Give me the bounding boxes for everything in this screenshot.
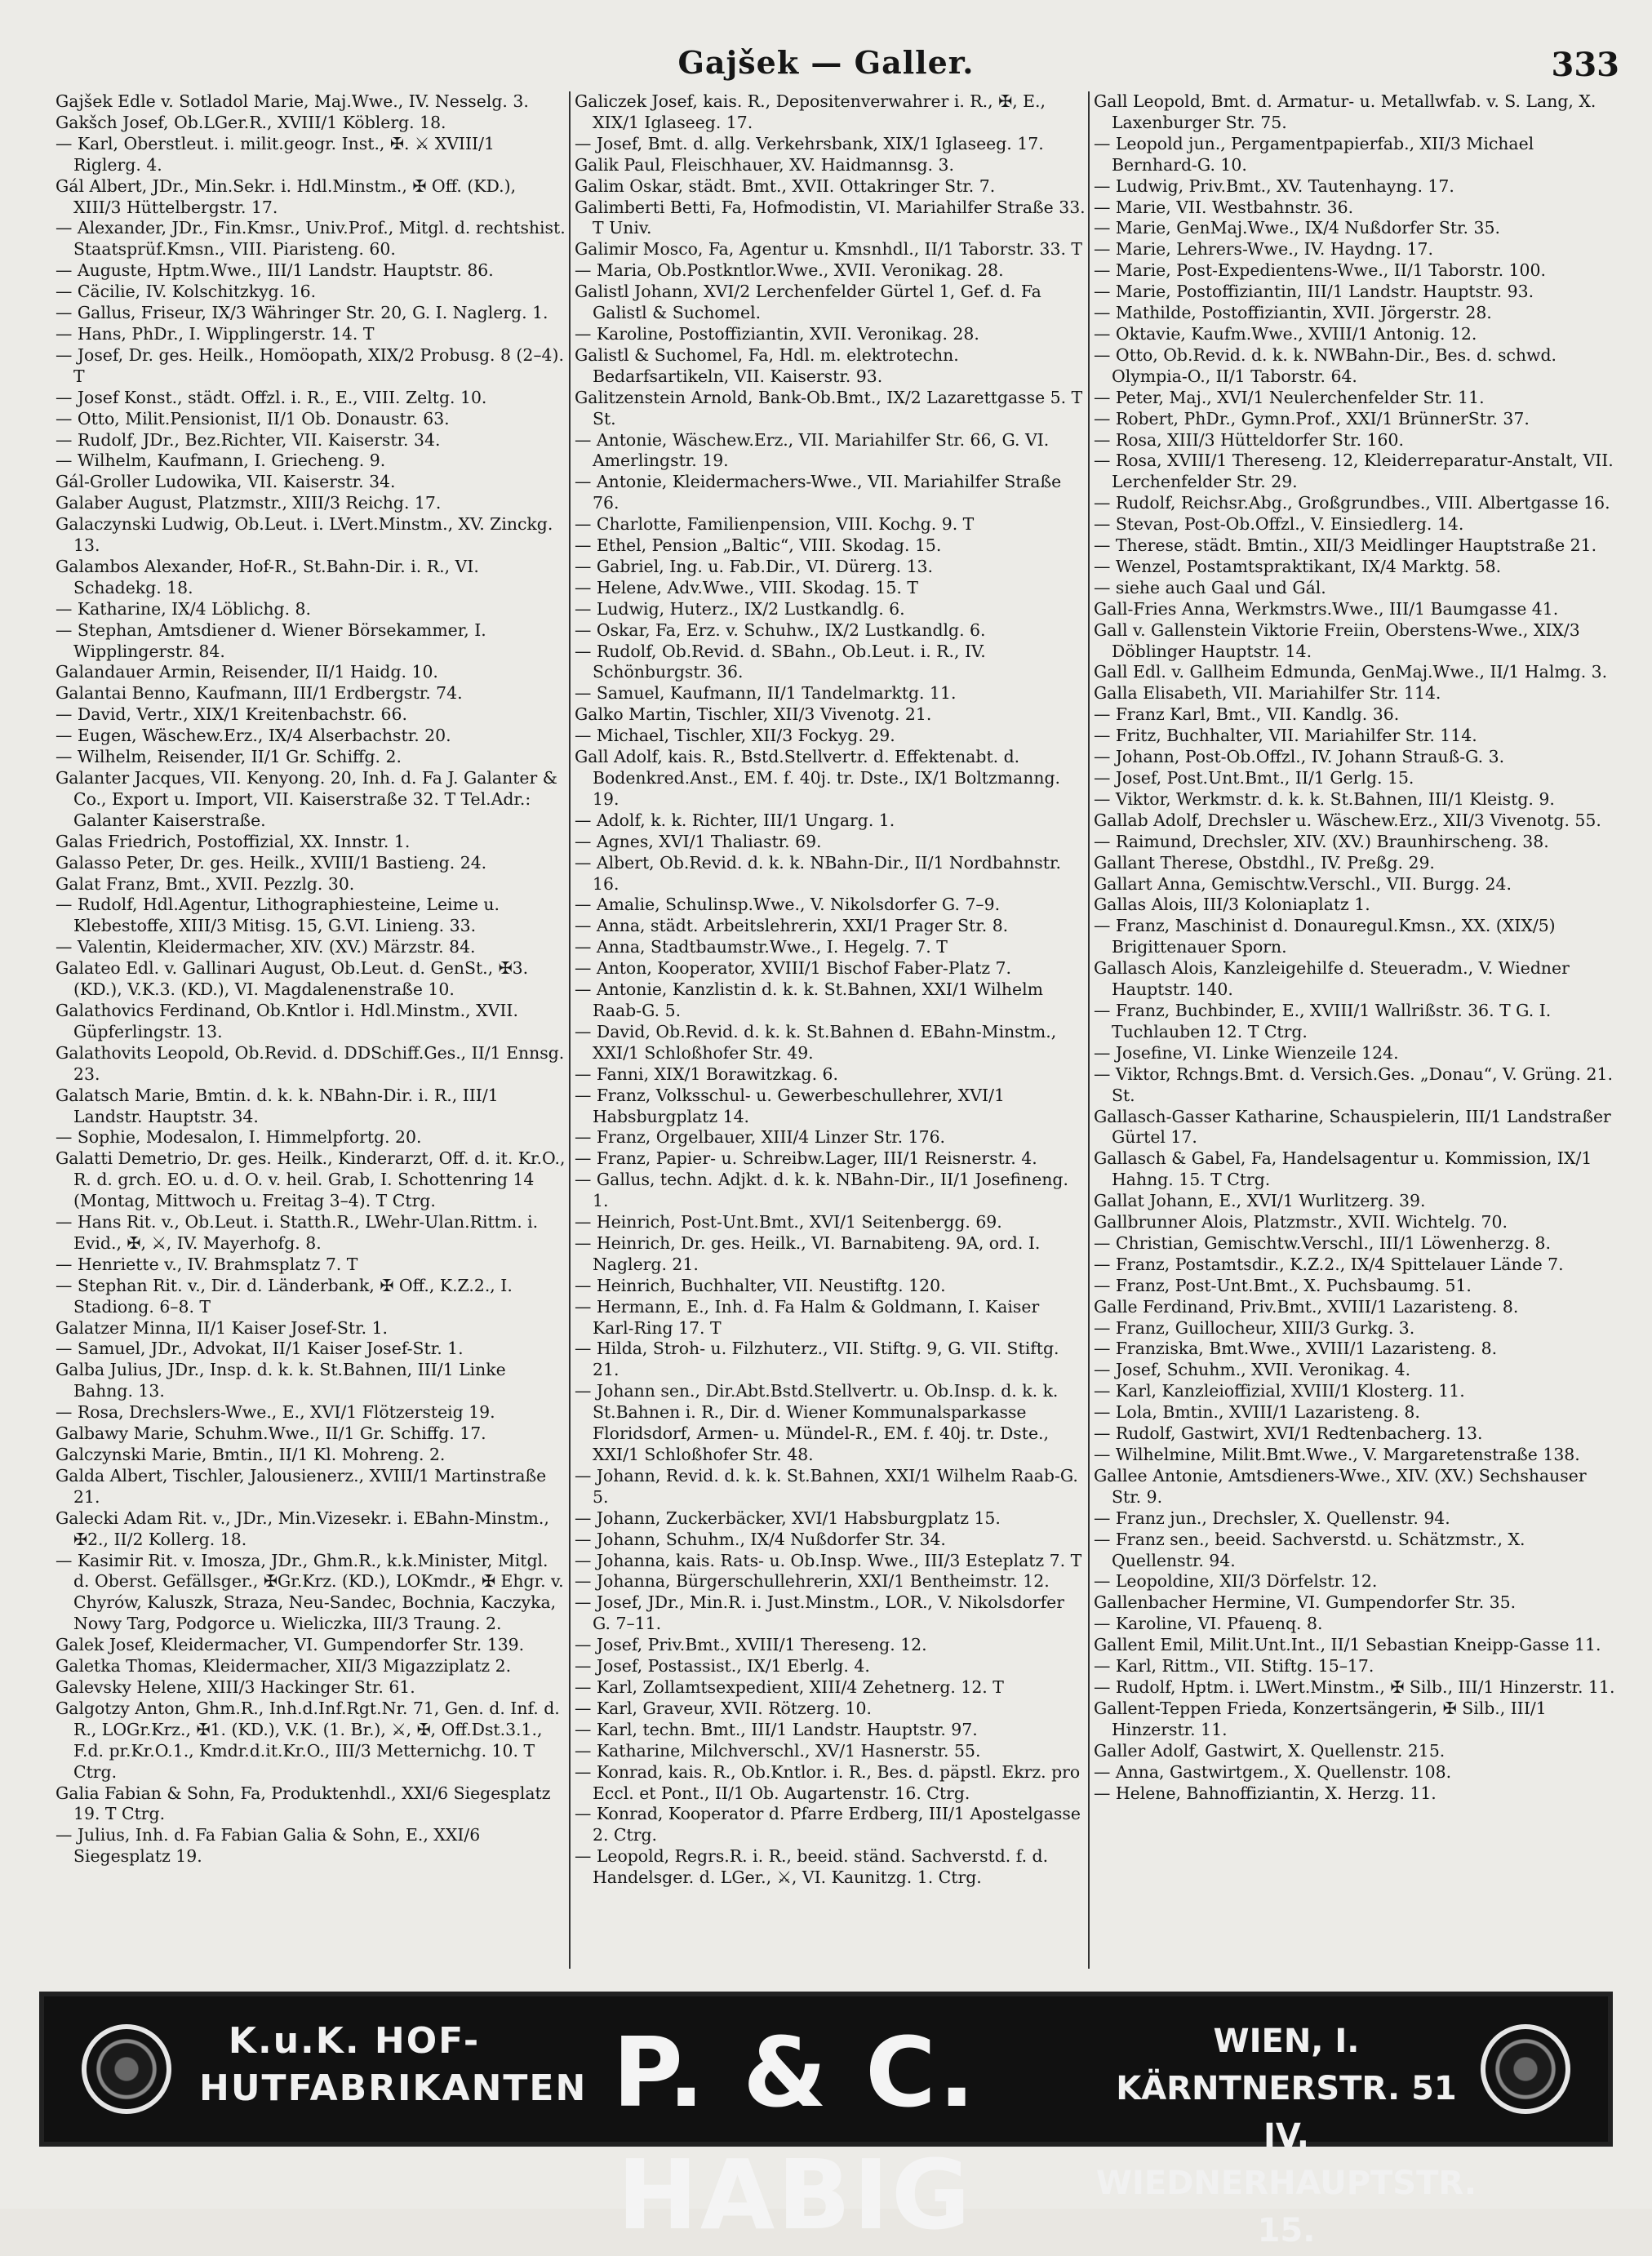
imperial-eagle-seal-icon — [82, 2024, 171, 2114]
directory-entry: Galda Albert, Tischler, Jalousienerz., XVIII/1 Martinstraße 21. — [56, 1465, 547, 1507]
directory-entry: — Anna, städt. Arbeitslehrerin, XXI/1 Prager Str. 8. — [575, 916, 1009, 936]
directory-entry: — Johann, Zuckerbäcker, XVI/1 Habsburgplatz 15. — [575, 1508, 1001, 1528]
directory-entry: — Marie, Post-Expedientens-Wwe., II/1 Taborstr. 100. — [1094, 260, 1546, 281]
directory-entry: Galatti Demetrio, Dr. ges. Heilk., Kinderarzt, Off. d. it. Kr.O., R. d. grch. EO. u. d. O. v. heil. Grab, I. Schottenring 14 (Montag, Mittwoch u. Freitag 3–4). T Ctrg. — [56, 1148, 566, 1211]
directory-entry: — Ludwig, Huterz., IX/2 Lustkandlg. 6. — [575, 598, 905, 619]
directory-entry: — Michael, Tischler, XII/3 Fockyg. 29. — [575, 726, 895, 746]
directory-entry: — Heinrich, Dr. ges. Heilk., VI. Barnabiteng. 9A, ord. I. Naglerg. 21. — [575, 1232, 1041, 1274]
directory-entry: Galba Julius, JDr., Insp. d. k. k. St.Bahnen, III/1 Linke Bahng. 13. — [56, 1360, 506, 1401]
directory-entry: — Stephan Rit. v., Dir. d. Länderbank, ✠ Off., K.Z.2., I. Stadiong. 6–8. T — [56, 1275, 513, 1317]
directory-entry: — Julius, Inh. d. Fa Fabian Galia & Sohn, E., XXI/6 Siegesplatz 19. — [56, 1825, 481, 1867]
directory-entry: Galitzenstein Arnold, Bank-Ob.Bmt., IX/2 Lazarettgasse 5. T St. — [575, 387, 1083, 429]
directory-entry: Galaczynski Ludwig, Ob.Leut. i. LVert.Minstm., XV. Zinckg. 13. — [56, 514, 553, 556]
directory-entry: — Rudolf, JDr., Bez.Richter, VII. Kaiserstr. 34. — [56, 429, 441, 450]
directory-entry: — Johann sen., Dir.Abt.Bstd.Stellvertr. u. Ob.Insp. d. k. k. St.Bahnen i. R., Dir. d. Wiener Kommunalsparkasse Floridsdorf, Armen- u. Mündel-R., EM. f. 40j. tr. Dste., XXI/1 Schloßhofer Str. 48. — [575, 1381, 1059, 1464]
advert-right-line2: IV. WIEDNERHAUPTSTR. 15. — [1095, 2117, 1477, 2249]
directory-entry: — Helene, Bahnoffiziantin, X. Herzg. 11. — [1094, 1783, 1437, 1803]
directory-entry: — Wenzel, Postamtspraktikant, IX/4 Marktg. 58. — [1094, 556, 1502, 576]
directory-entry: Galbawy Marie, Schuhm.Wwe., II/1 Gr. Schiffg. 17. — [56, 1423, 486, 1444]
directory-entry: — Hans, PhDr., I. Wipplingerstr. 14. T — [56, 323, 375, 344]
directory-entry: — Wilhelmine, Milit.Bmt.Wwe., V. Margaretenstraße 138. — [1094, 1445, 1580, 1464]
directory-entry: Galia Fabian & Sohn, Fa, Produktenhdl., XXI/6 Siegesplatz 19. T Ctrg. — [56, 1783, 551, 1824]
directory-entry: — Franz, Orgelbauer, XIII/4 Linzer Str. 176. — [575, 1127, 946, 1148]
directory-entry: — Otto, Ob.Revid. d. k. k. NWBahn-Dir., Bes. d. schwd. Olympia-O., II/1 Taborstr. 64. — [1094, 344, 1557, 386]
directory-entry: — Samuel, Kaufmann, II/1 Tandelmarktg. 11. — [575, 683, 957, 704]
directory-entry: — Karoline, Postoffiziantin, XVII. Veronikag. 28. — [575, 323, 979, 344]
directory-entry: Gallent-Teppen Frieda, Konzertsängerin, ✠ Silb., III/1 Hinzerstr. 11. — [1094, 1698, 1547, 1739]
directory-entry: — Karoline, VI. Pfauenq. 8. — [1094, 1614, 1323, 1634]
directory-entry: — Karl, techn. Bmt., III/1 Landstr. Hauptstr. 97. — [575, 1719, 978, 1739]
imperial-eagle-seal-icon — [1481, 2024, 1570, 2114]
directory-entry: — Josef, Priv.Bmt., XVIII/1 Thereseng. 12. — [575, 1635, 927, 1655]
directory-entry: — Gallus, Friseur, IX/3 Währinger Str. 20, G. I. Naglerg. 1. — [56, 303, 548, 323]
directory-entry: — Rudolf, Ob.Revid. d. SBahn., Ob.Leut. i. R., IV. Schönburgstr. 36. — [575, 641, 986, 682]
directory-entry: Galiczek Josef, kais. R., Depositenverwahrer i. R., ✠, E., XIX/1 Iglaseeg. 17. — [575, 91, 1046, 132]
directory-entry: Galistl & Suchomel, Fa, Hdl. m. elektrotechn. Bedarfsartikeln, VII. Kaiserstr. 93. — [575, 344, 959, 386]
directory-entry: — Kasimir Rit. v. Imosza, JDr., Ghm.R., k.k.Minister, Mitgl. d. Oberst. Gefällsger., ✠Gr.Krz. (KD.), LOKmdr., ✠ Ehgr. v. Chyrów, Kaluszk, Straza, Neu-Sandec, Bochnia, Kaczyka, Nowy Targ, Podgorce u. Wieliczka, III/3 Traung. 2. — [56, 1550, 564, 1634]
directory-entry: Galasso Peter, Dr. ges. Heilk., XVIII/1 Bastieng. 24. — [56, 852, 487, 873]
page-number: 333 — [1551, 46, 1619, 84]
directory-entry: — Rosa, XIII/3 Hütteldorfer Str. 160. — [1094, 429, 1404, 450]
directory-entry: — Wilhelm, Reisender, II/1 Gr. Schiffg. 2. — [56, 747, 402, 767]
directory-entry: Gallent Emil, Milit.Unt.Int., II/1 Sebastian Kneipp-Gasse 11. — [1094, 1635, 1601, 1655]
directory-entry: Gallart Anna, Gemischtw.Verschl., VII. Burgg. 24. — [1094, 873, 1512, 894]
directory-entry: Galateo Edl. v. Gallinari August, Ob.Leut. d. GenSt., ✠3. (KD.), V.K.3. (KD.), VI. Magdalenenstraße 10. — [56, 958, 529, 1000]
directory-entry: — Konrad, Kooperator d. Pfarre Erdberg, III/1 Apostelgasse 2. Ctrg. — [575, 1804, 1081, 1845]
directory-entry: Gallat Johann, E., XVI/1 Wurlitzerg. 39. — [1094, 1191, 1426, 1211]
directory-entry: — Leopold, Regrs.R. i. R., beeid. ständ. Sachverstd. f. d. Handelsger. d. LGer., ⚔, VI. Kaunitzg. 1. Ctrg. — [575, 1846, 1049, 1888]
directory-entry: Gál Albert, JDr., Min.Sekr. i. Hdl.Minstm., ✠ Off. (KD.), XIII/3 Hüttelbergstr. 17. — [56, 175, 517, 217]
directory-entry: Galaber August, Platzmstr., XIII/3 Reichg. 17. — [56, 493, 442, 513]
directory-entry: Galko Martin, Tischler, XII/3 Vivenotg. 21. — [575, 704, 932, 725]
directory-entry: Galistl Johann, XVI/2 Lerchenfelder Gürtel 1, Gef. d. Fa Galistl & Suchomel. — [575, 282, 1041, 323]
directory-entry: Gallenbacher Hermine, VI. Gumpendorfer Str. 35. — [1094, 1592, 1517, 1613]
directory-entry: — Marie, Lehrers-Wwe., IV. Haydng. 17. — [1094, 239, 1433, 260]
directory-entry: — Eugen, Wäschew.Erz., IX/4 Alserbachstr. 20. — [56, 726, 451, 746]
directory-entry: Gallant Therese, Obstdhl., IV. Preßg. 29. — [1094, 852, 1435, 873]
directory-entry: — Alexander, JDr., Fin.Kmsr., Univ.Prof., Mitgl. d. rechtshist. Staatsprüf.Kmsn., VIII. Piaristeng. 60. — [56, 218, 566, 260]
directory-entry: — Oktavie, Kaufm.Wwe., XVIII/1 Antonig. 12. — [1094, 323, 1477, 344]
directory-entry: Galathovits Leopold, Ob.Revid. d. DDSchiff.Ges., II/1 Ennsg. 23. — [56, 1042, 565, 1084]
directory-entry: — Heinrich, Buchhalter, VII. Neustiftg. 120. — [575, 1275, 946, 1295]
directory-entry: Galanter Jacques, VII. Kenyong. 20, Inh. d. Fa J. Galanter & Co., Export u. Import, VII. Kaiserstraße 32. T Tel.Adr.: Galanter Kaiserstraße. — [56, 768, 557, 830]
directory-entry: — Albert, Ob.Revid. d. k. k. NBahn-Dir., II/1 Nordbahnstr. 16. — [575, 852, 1061, 894]
directory-entry: — Hans Rit. v., Ob.Leut. i. Statth.R., LWehr-Ulan.Rittm. i. Evid., ✠, ⚔, IV. Mayerhofg. 8. — [56, 1212, 539, 1253]
directory-entry: — Marie, VII. Westbahnstr. 36. — [1094, 197, 1354, 217]
directory-entry: — Fanni, XIX/1 Borawitzkag. 6. — [575, 1064, 839, 1084]
directory-entry: — Otto, Milit.Pensionist, II/1 Ob. Donaustr. 63. — [56, 408, 450, 429]
directory-entry: Galle Ferdinand, Priv.Bmt., XVIII/1 Lazaristeng. 8. — [1094, 1296, 1519, 1317]
directory-entry: — Robert, PhDr., Gymn.Prof., XXI/1 BrünnerStr. 37. — [1094, 408, 1530, 429]
directory-entry: — Cäcilie, IV. Kolschitzkyg. 16. — [56, 282, 317, 302]
directory-columns — [56, 91, 1618, 1969]
directory-entry: Gallas Alois, III/3 Koloniaplatz 1. — [1094, 895, 1370, 915]
directory-entry: Galik Paul, Fleischhauer, XV. Haidmannsg. 3. — [575, 154, 954, 175]
directory-entry: — Sophie, Modesalon, I. Himmelpfortg. 20. — [56, 1127, 422, 1148]
directory-entry: — Franz, Maschinist d. Donauregul.Kmsn., XX. (XIX/5) Brigittenauer Sporn. — [1094, 916, 1556, 957]
directory-entry: — Wilhelm, Kaufmann, I. Griecheng. 9. — [56, 451, 386, 471]
directory-entry: — Marie, Postoffiziantin, III/1 Landstr. Hauptstr. 93. — [1094, 282, 1534, 302]
directory-entry: — Josef, Post.Unt.Bmt., II/1 Gerlg. 15. — [1094, 768, 1414, 788]
directory-entry: — Franz, Post-Unt.Bmt., X. Puchsbaumg. 51. — [1094, 1275, 1472, 1295]
directory-entry: — David, Vertr., XIX/1 Kreitenbachstr. 66. — [56, 704, 407, 725]
directory-entry: — Franz, Postamtsdir., K.Z.2., IX/4 Spittelauer Lände 7. — [1094, 1254, 1564, 1274]
directory-entry: Galecki Adam Rit. v., JDr., Min.Vizesekr. i. EBahn-Minstm., ✠2., II/2 Kollerg. 18. — [56, 1508, 549, 1549]
directory-entry: Gakšch Josef, Ob.LGer.R., XVIII/1 Köblerg. 18. — [56, 112, 446, 132]
directory-entry: — Franz, Papier- u. Schreibw.Lager, III/1 Reisnerstr. 4. — [575, 1148, 1037, 1169]
directory-entry: — Konrad, kais. R., Ob.Kntlor. i. R., Bes. d. päpstl. Ekrz. pro Eccl. et Pont., II/1 Ob. Augartenstr. 16. Ctrg. — [575, 1761, 1081, 1803]
directory-entry: — Karl, Kanzleioffizial, XVIII/1 Klosterg. 11. — [1094, 1381, 1465, 1401]
directory-entry: — Karl, Zollamtsexpedient, XIII/4 Zehetnerg. 12. T — [575, 1676, 1004, 1697]
advert-right-text — [1074, 2018, 1499, 2254]
directory-entry: — Hermann, E., Inh. d. Fa Halm & Goldmann, I. Kaiser Karl-Ring 17. T — [575, 1296, 1040, 1338]
directory-entry: — Franz jun., Drechsler, X. Quellenstr. 94. — [1094, 1508, 1450, 1528]
directory-entry: — Rosa, XVIII/1 Thereseng. 12, Kleiderreparatur-Anstalt, VII. Lerchenfelder Str. 29. — [1094, 451, 1614, 492]
directory-entry: — Christian, Gemischtw.Verschl., III/1 Löwenherzg. 8. — [1094, 1232, 1552, 1253]
page-header — [0, 36, 1652, 93]
directory-entry: — Rudolf, Hdl.Agentur, Lithographiesteine, Leime u. Klebestoffe, XIII/3 Mitisg. 15, G.VI. Linieng. 33. — [56, 895, 500, 936]
directory-entry: — Johann, Schuhm., IX/4 Nußdorfer Str. 34. — [575, 1529, 946, 1549]
directory-entry: Galla Elisabeth, VII. Mariahilfer Str. 114. — [1094, 683, 1441, 704]
directory-entry: — Rudolf, Gastwirt, XVI/1 Redtenbacherg. 13. — [1094, 1423, 1483, 1444]
directory-entry: — Franz, Guillocheur, XIII/3 Gurkg. 3. — [1094, 1317, 1415, 1338]
column-3 — [1094, 91, 1618, 1969]
directory-entry: — Valentin, Kleidermacher, XIV. (XV.) Märzstr. 84. — [56, 937, 476, 957]
directory-entry: Gall Edl. v. Gallheim Edmunda, GenMaj.Wwe., II/1 Halmg. 3. — [1094, 662, 1608, 682]
habig-advertisement — [39, 1992, 1613, 2251]
directory-entry: — Oskar, Fa, Erz. v. Schuhw., IX/2 Lustkandlg. 6. — [575, 620, 986, 640]
directory-entry: Gajšek Edle v. Sotladol Marie, Maj.Wwe., IV. Nesselg. 3. — [56, 91, 529, 111]
directory-entry: — Leopoldine, XII/3 Dörfelstr. 12. — [1094, 1571, 1378, 1592]
directory-entry: — Antonie, Kanzlistin d. k. k. St.Bahnen, XXI/1 Wilhelm Raab-G. 5. — [575, 979, 1043, 1020]
directory-entry: — Johanna, kais. Rats- u. Ob.Insp. Wwe., III/3 Esteplatz 7. T — [575, 1550, 1082, 1570]
directory-entry: Gál-Groller Ludowika, VII. Kaiserstr. 34. — [56, 472, 396, 492]
directory-entry: — Lola, Bmtin., XVIII/1 Lazaristeng. 8. — [1094, 1402, 1420, 1423]
directory-entry: Galat Franz, Bmt., XVII. Pezzlg. 30. — [56, 873, 355, 894]
directory-entry: — Peter, Maj., XVI/1 Neulerchenfelder Str. 11. — [1094, 387, 1485, 407]
directory-entry: — Mathilde, Postoffiziantin, XVII. Jörgerstr. 28. — [1094, 303, 1492, 323]
directory-entry: Gall v. Gallenstein Viktorie Freiin, Oberstens-Wwe., XIX/3 Döblinger Hauptstr. 14. — [1094, 620, 1580, 661]
directory-entry: — Josef, Dr. ges. Heilk., Homöopath, XIX/2 Probusg. 8 (2–4). T — [56, 344, 564, 386]
directory-entry: — Josefine, VI. Linke Wienzeile 124. — [1094, 1042, 1399, 1063]
directory-entry: — Anton, Kooperator, XVIII/1 Bischof Faber-Platz 7. — [575, 958, 1012, 979]
directory-entry: — Auguste, Hptm.Wwe., III/1 Landstr. Hauptstr. 86. — [56, 260, 494, 281]
directory-entry: Galim Oskar, städt. Bmt., XVII. Ottakringer Str. 7. — [575, 175, 996, 196]
advert-brand-name: P. & C. HABIG — [612, 2016, 978, 2251]
directory-entry: Gallab Adolf, Drechsler u. Wäschew.Erz., XII/3 Vivenotg. 55. — [1094, 810, 1601, 830]
directory-entry: — Karl, Rittm., VII. Stiftg. 15–17. — [1094, 1656, 1374, 1676]
advert-left-line2: HUTFABRIKANTEN — [199, 2067, 588, 2109]
page-title: Gajšek — Galler. — [677, 44, 975, 81]
directory-entry: Galambos Alexander, Hof-R., St.Bahn-Dir. i. R., VI. Schadekg. 18. — [56, 556, 479, 597]
column-2 — [575, 91, 1086, 1969]
column-1 — [56, 91, 566, 1969]
directory-entry: — Viktor, Werkmstr. d. k. k. St.Bahnen, III/1 Kleistg. 9. — [1094, 788, 1555, 809]
directory-entry: — Raimund, Drechsler, XIV. (XV.) Braunhirscheng. 38. — [1094, 831, 1549, 851]
directory-entry: — Henriette v., IV. Brahmsplatz 7. T — [56, 1254, 358, 1274]
directory-entry: — Anna, Gastwirtgem., X. Quellenstr. 108. — [1094, 1761, 1452, 1782]
directory-entry: — Gallus, techn. Adjkt. d. k. k. NBahn-Dir., II/1 Josefineng. 1. — [575, 1170, 1068, 1211]
directory-entry: Galandauer Armin, Reisender, II/1 Haidg. 10. — [56, 662, 438, 682]
directory-entry: — Karl, Oberstleut. i. milit.geogr. Inst., ✠. ⚔ XVIII/1 Riglerg. 4. — [56, 133, 495, 175]
directory-entry: — Viktor, Rchngs.Bmt. d. Versich.Ges. „Donau“, V. Grüng. 21. St. — [1094, 1064, 1613, 1105]
directory-entry: — Gabriel, Ing. u. Fab.Dir., VI. Dürerg. 13. — [575, 556, 933, 576]
directory-entry: — David, Ob.Revid. d. k. k. St.Bahnen d. EBahn-Minstm., XXI/1 Schloßhofer Str. 49. — [575, 1021, 1057, 1063]
directory-entry: — Leopold jun., Pergamentpapierfab., XII/3 Michael Bernhard-G. 10. — [1094, 133, 1534, 175]
directory-entry: — Helene, Adv.Wwe., VIII. Skodag. 15. T — [575, 577, 918, 597]
directory-entry: Galczynski Marie, Bmtin., II/1 Kl. Mohreng. 2. — [56, 1445, 446, 1464]
directory-entry: Gall Adolf, kais. R., Bstd.Stellvertr. d. Effektenabt. d. Bodenkred.Anst., EM. f. 40j. tr. Dste., IX/1 Boltzmanng. 19. — [575, 747, 1061, 809]
directory-entry: Gallasch Alois, Kanzleigehilfe d. Steueradm., V. Wiedner Hauptstr. 140. — [1094, 958, 1570, 1000]
directory-entry: Gallasch & Gabel, Fa, Handelsagentur u. Kommission, IX/1 Hahng. 15. T Ctrg. — [1094, 1148, 1592, 1190]
directory-entry: — Agnes, XVI/1 Thaliastr. 69. — [575, 831, 822, 851]
directory-entry: Gallbrunner Alois, Platzmstr., XVII. Wichtelg. 70. — [1094, 1212, 1508, 1232]
directory-entry: Galler Adolf, Gastwirt, X. Quellenstr. 215. — [1094, 1740, 1446, 1761]
directory-entry: — Charlotte, Familienpension, VIII. Kochg. 9. T — [575, 514, 975, 535]
directory-entry: — Hilda, Stroh- u. Filzhuterz., VII. Stiftg. 9, G. VII. Stiftg. 21. — [575, 1339, 1059, 1380]
directory-entry: — Karl, Graveur, XVII. Rötzerg. 10. — [575, 1698, 873, 1718]
directory-entry: — Franziska, Bmt.Wwe., XVIII/1 Lazaristeng. 8. — [1094, 1339, 1498, 1359]
directory-entry: Galatsch Marie, Bmtin. d. k. k. NBahn-Dir. i. R., III/1 Landstr. Hauptstr. 34. — [56, 1085, 499, 1126]
directory-entry: — Rosa, Drechslers-Wwe., E., XVI/1 Flötzersteig 19. — [56, 1402, 495, 1423]
directory-entry: — Amalie, Schulinsp.Wwe., V. Nikolsdorfer G. 7–9. — [575, 895, 1001, 915]
directory-entry: Gall-Fries Anna, Werkmstrs.Wwe., III/1 Baumgasse 41. — [1094, 598, 1559, 619]
directory-entry: Galantai Benno, Kaufmann, III/1 Erdbergstr. 74. — [56, 683, 463, 704]
directory-entry: — Rudolf, Hptm. i. LWert.Minstm., ✠ Silb., III/1 Hinzerstr. 11. — [1094, 1676, 1615, 1697]
directory-entry: — siehe auch Gaal und Gál. — [1094, 577, 1326, 597]
directory-entry: Galatzer Minna, II/1 Kaiser Josef-Str. 1. — [56, 1317, 389, 1338]
directory-entry: — Rudolf, Reichsr.Abg., Großgrundbes., VIII. Albertgasse 16. — [1094, 493, 1610, 513]
advert-right-line1: WIEN, I. KÄRNTNERSTR. 51 — [1116, 2023, 1457, 2107]
directory-entry: — Franz, Buchbinder, E., XVIII/1 Wallrißstr. 36. T G. I. Tuchlauben 12. T Ctrg. — [1094, 1000, 1552, 1041]
directory-entry: Galimberti Betti, Fa, Hofmodistin, VI. Mariahilfer Straße 33. T Univ. — [575, 197, 1086, 238]
directory-entry: — Stevan, Post-Ob.Offzl., V. Einsiedlerg. 14. — [1094, 514, 1464, 535]
directory-entry: — Johann, Revid. d. k. k. St.Bahnen, XXI/1 Wilhelm Raab-G. 5. — [575, 1465, 1078, 1507]
advert-left-line1: K.u.K. HOF- — [228, 2020, 481, 2062]
directory-entry: — Therese, städt. Bmtin., XII/3 Meidlinger Hauptstraße 21. — [1094, 535, 1597, 556]
directory-entry: — Stephan, Amtsdiener d. Wiener Börsekammer, I. Wipplingerstr. 84. — [56, 620, 486, 661]
advert-left-text — [199, 2018, 588, 2112]
directory-entry: — Franz sen., beeid. Sachverstd. u. Schätzmstr., X. Quellenstr. 94. — [1094, 1529, 1525, 1570]
directory-entry: — Franz, Volksschul- u. Gewerbeschullehrer, XVI/1 Habsburgplatz 14. — [575, 1085, 1005, 1126]
directory-entry: — Josef, Postassist., IX/1 Eberlg. 4. — [575, 1656, 870, 1676]
directory-entry: — Franz Karl, Bmt., VII. Kandlg. 36. — [1094, 704, 1400, 725]
directory-entry: — Josef, JDr., Min.R. i. Just.Minstm., LOR., V. Nikolsdorfer G. 7–11. — [575, 1592, 1064, 1634]
directory-entry: — Josef Konst., städt. Offzl. i. R., E., VIII. Zeltg. 10. — [56, 387, 487, 407]
directory-entry: Galevsky Helene, XIII/3 Hackinger Str. 61. — [56, 1676, 415, 1697]
directory-entry: — Adolf, k. k. Richter, III/1 Ungarg. 1. — [575, 810, 895, 830]
directory-entry: — Josef, Schuhm., XVII. Veronikag. 4. — [1094, 1360, 1411, 1380]
directory-entry: Galimir Mosco, Fa, Agentur u. Kmsnhdl., II/1 Taborstr. 33. T — [575, 239, 1083, 260]
directory-entry: — Ludwig, Priv.Bmt., XV. Tautenhayng. 17. — [1094, 175, 1454, 196]
directory-entry: — Ethel, Pension „Baltic“, VIII. Skodag. 15. — [575, 535, 942, 556]
directory-entry: — Fritz, Buchhalter, VII. Mariahilfer Str. 114. — [1094, 726, 1477, 746]
directory-entry: Galek Josef, Kleidermacher, VI. Gumpendorfer Str. 139. — [56, 1635, 525, 1655]
directory-entry: — Katharine, Milchverschl., XV/1 Hasnerstr. 55. — [575, 1740, 981, 1761]
directory-entry: Gall Leopold, Bmt. d. Armatur- u. Metallwfab. v. S. Lang, X. Laxenburger Str. 75. — [1094, 91, 1596, 132]
directory-entry: — Maria, Ob.Postkntlor.Wwe., XVII. Veronikag. 28. — [575, 260, 1004, 281]
directory-entry: — Katharine, IX/4 Löblichg. 8. — [56, 598, 312, 619]
directory-entry: Galathovics Ferdinand, Ob.Kntlor i. Hdl.Minstm., XVII. Güpferlingstr. 13. — [56, 1000, 518, 1041]
directory-entry: — Johann, Post-Ob.Offzl., IV. Johann Strauß-G. 3. — [1094, 747, 1505, 767]
directory-entry: — Samuel, JDr., Advokat, II/1 Kaiser Josef-Str. 1. — [56, 1339, 464, 1359]
directory-entry: — Anna, Stadtbaumstr.Wwe., I. Hegelg. 7. T — [575, 937, 948, 957]
directory-entry: Galas Friedrich, Postoffizial, XX. Innstr. 1. — [56, 831, 411, 851]
directory-entry: — Antonie, Wäschew.Erz., VII. Mariahilfer Str. 66, G. VI. Amerlingstr. 19. — [575, 429, 1050, 471]
directory-entry: Galetka Thomas, Kleidermacher, XII/3 Migazziplatz 2. — [56, 1656, 512, 1676]
directory-entry: — Johanna, Bürgerschullehrerin, XXI/1 Bentheimstr. 12. — [575, 1571, 1050, 1592]
directory-entry: — Josef, Bmt. d. allg. Verkehrsbank, XIX/1 Iglaseeg. 17. — [575, 133, 1044, 153]
directory-entry: — Heinrich, Post-Unt.Bmt., XVI/1 Seitenbergg. 69. — [575, 1212, 1002, 1232]
directory-entry: Galgotzy Anton, Ghm.R., Inh.d.Inf.Rgt.Nr. 71, Gen. d. Inf. d. R., LOGr.Krz., ✠1. (KD.), V.K. (1. Br.), ⚔, ✠, Off.Dst.3.1., F.d. pr.Kr.O.1., Kmdr.d.it.Kr.O., III/3 Metternichg. 10. T Ctrg. — [56, 1698, 560, 1782]
directory-entry: — Antonie, Kleidermachers-Wwe., VII. Mariahilfer Straße 76. — [575, 472, 1062, 513]
directory-entry: — Marie, GenMaj.Wwe., IX/4 Nußdorfer Str. 35. — [1094, 218, 1500, 238]
directory-entry: Gallasch-Gasser Katharine, Schauspielerin, III/1 Landstraßer Gürtel 17. — [1094, 1106, 1611, 1148]
directory-entry: Gallee Antonie, Amtsdieners-Wwe., XIV. (XV.) Sechshauser Str. 9. — [1094, 1465, 1587, 1507]
